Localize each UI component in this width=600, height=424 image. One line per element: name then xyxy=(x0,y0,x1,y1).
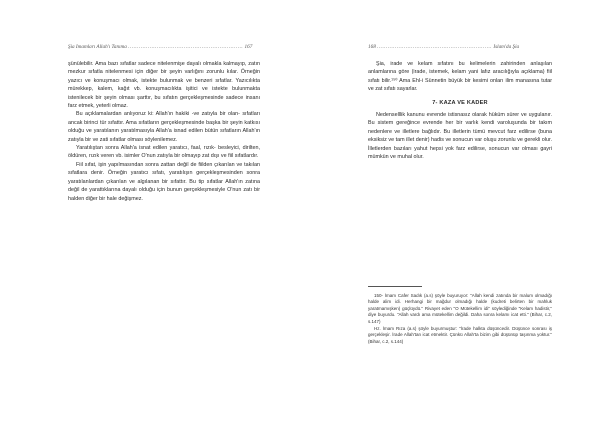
right-running-header xyxy=(368,44,552,53)
footnote-rule xyxy=(368,286,422,287)
left-paragraph-4: Fiil sıfat, işin yapılmasından sonra zattan değil de fiilden çıkarılan ve takılan sıfatlara denir. Örneğin yaratıcı sıfatı, yaratılışın gerçekleşmesinden sonra yaratılanlardan çıkarılan ve algılanan bir sıfattır. Bu tip sıfatlar Allah'ın zatına değil de yarattıklarına dayalı olduğu için bunun gerçekleşmesiyle O'nun zatı bir halden diğer bir hale değişmez. xyxy=(68,161,260,202)
left-paragraph-2: Bu açıklamalardan anlıyoruz ki: Allah'ın hakiki -ve zatıyla bir olan- sıfatları ancak birinci tür sıfattır. Ama sıfatların gerçekleşmesinde başka bir şeyin katkısı olduğu ve yaratılanın yaratılmasıyla Allah'a isnad edilen bütün sıfatların Allah'ın zatıyla bir ve zati sıfatlar olması söylenilemez. xyxy=(68,111,260,143)
left-paragraph-3: Yaratılıştan sonra Allah'a isnat edilen yaratıcı, faal, rızık- besleyici, dirilten, öldüren, rızık veren vb. isimler O'nun zatıyla bir olmayıp zat dışı ve fiil sıfatlardır. xyxy=(68,145,260,160)
left-header-title: Şia İmamları Allah'ı Tanıma xyxy=(68,44,127,50)
left-header-dots: ................................................................ xyxy=(128,44,244,50)
right-body-text xyxy=(368,60,552,161)
right-page-number: 168 xyxy=(368,44,376,50)
left-running-header xyxy=(68,44,260,53)
left-paragraph-1: şünülebilir. Ama bazı sıfatlar sadece nitelenmişe dayalı olmakla kalmayıp, zatın mezkur sıfatla nitelenmesi için diğer bir şeyin varlığını zorunlu kılar. Örneğin yazıcı ve konuşmacı olmak, istekte bulunmak ve benzeri sıfatlar. Yazıcılıkta mürekkep, kalem, kağıt vb. konuşmacılıkta işitici ve istekte bulunmakta istenilecek bir şeyin olması şarttır, bu sıfatın gerçekleşmesinde sadece insanı farz etmek, yeterli olmaz. xyxy=(68,61,260,110)
left-page-number: 167 xyxy=(244,44,253,50)
section-heading: 7- KAZA VE KADER xyxy=(432,99,488,106)
footnote-150: 150- İmam Cafer Sadık (a.s) şöyle buyuruyor: "Allah kendi zatında bir malum olmadığı halde alim idi. Herhangi bir mağdur olmadığı halde (kudreti belirten bir mahluk yaratmamışken) güçlüydü." Rivayet eden "O Mütekellim idi" söylediğinde "Kelam hadistir," diye buyurdu. "Allah vardı ama mütekellim değildi. Daha sonra kelamı icat etti." (Bihar, c.2, s.147) xyxy=(368,293,552,324)
right-paragraph-1: Şia, irade ve kelam sıfatını bu kelimelerin zahirinden anlaşılan anlamlarına göre (irade, istemek, kelam yani lafız aracılığıyla açıklama) fiil sıfatı bilir.¹⁵⁰ Ama Ehl-i Sünnetin büyük bir kesimi onları ilim manasına tutar ve zat sıfatı sayarlar. xyxy=(368,61,552,93)
footnotes xyxy=(368,286,552,346)
right-paragraph-2: Nedenselllik kanunu evrende istisnasız olarak hüküm sürer ve uygulanır. Bu sistem gereğince evrende her bir varlık kendi varoluşunda bir takım nedenlere ve illetlere bağlıdır. Bu illetlerin tümü mevcut farz edilirse (buna eksiksiz ve tam illet denir) hadis ve sonucun var oluşu zorunlu ve gerekli olur. İlletlerden bazıları yahut hepsi yok farz edilirse, sonucun var olması gayri mümkün ve muhal olur. xyxy=(368,112,552,161)
footnote-150-continued: Hz. İmam Rıza (a.s) şöyle buyurmuştur: "İrade halkta düşüncedir. Düşünce sonrası iş gerçekleşir. İrade Allah'tan icat etmektir. Çünkü Allah'ta bizim gibi düşünüp taşınma yoktur." (Bihar, c.2, s.144) xyxy=(368,326,552,344)
right-header-dots: ................................................................ xyxy=(377,44,493,50)
right-header-title: İslam'da Şia xyxy=(493,44,520,50)
left-body-text xyxy=(68,60,260,203)
right-page xyxy=(300,0,600,424)
